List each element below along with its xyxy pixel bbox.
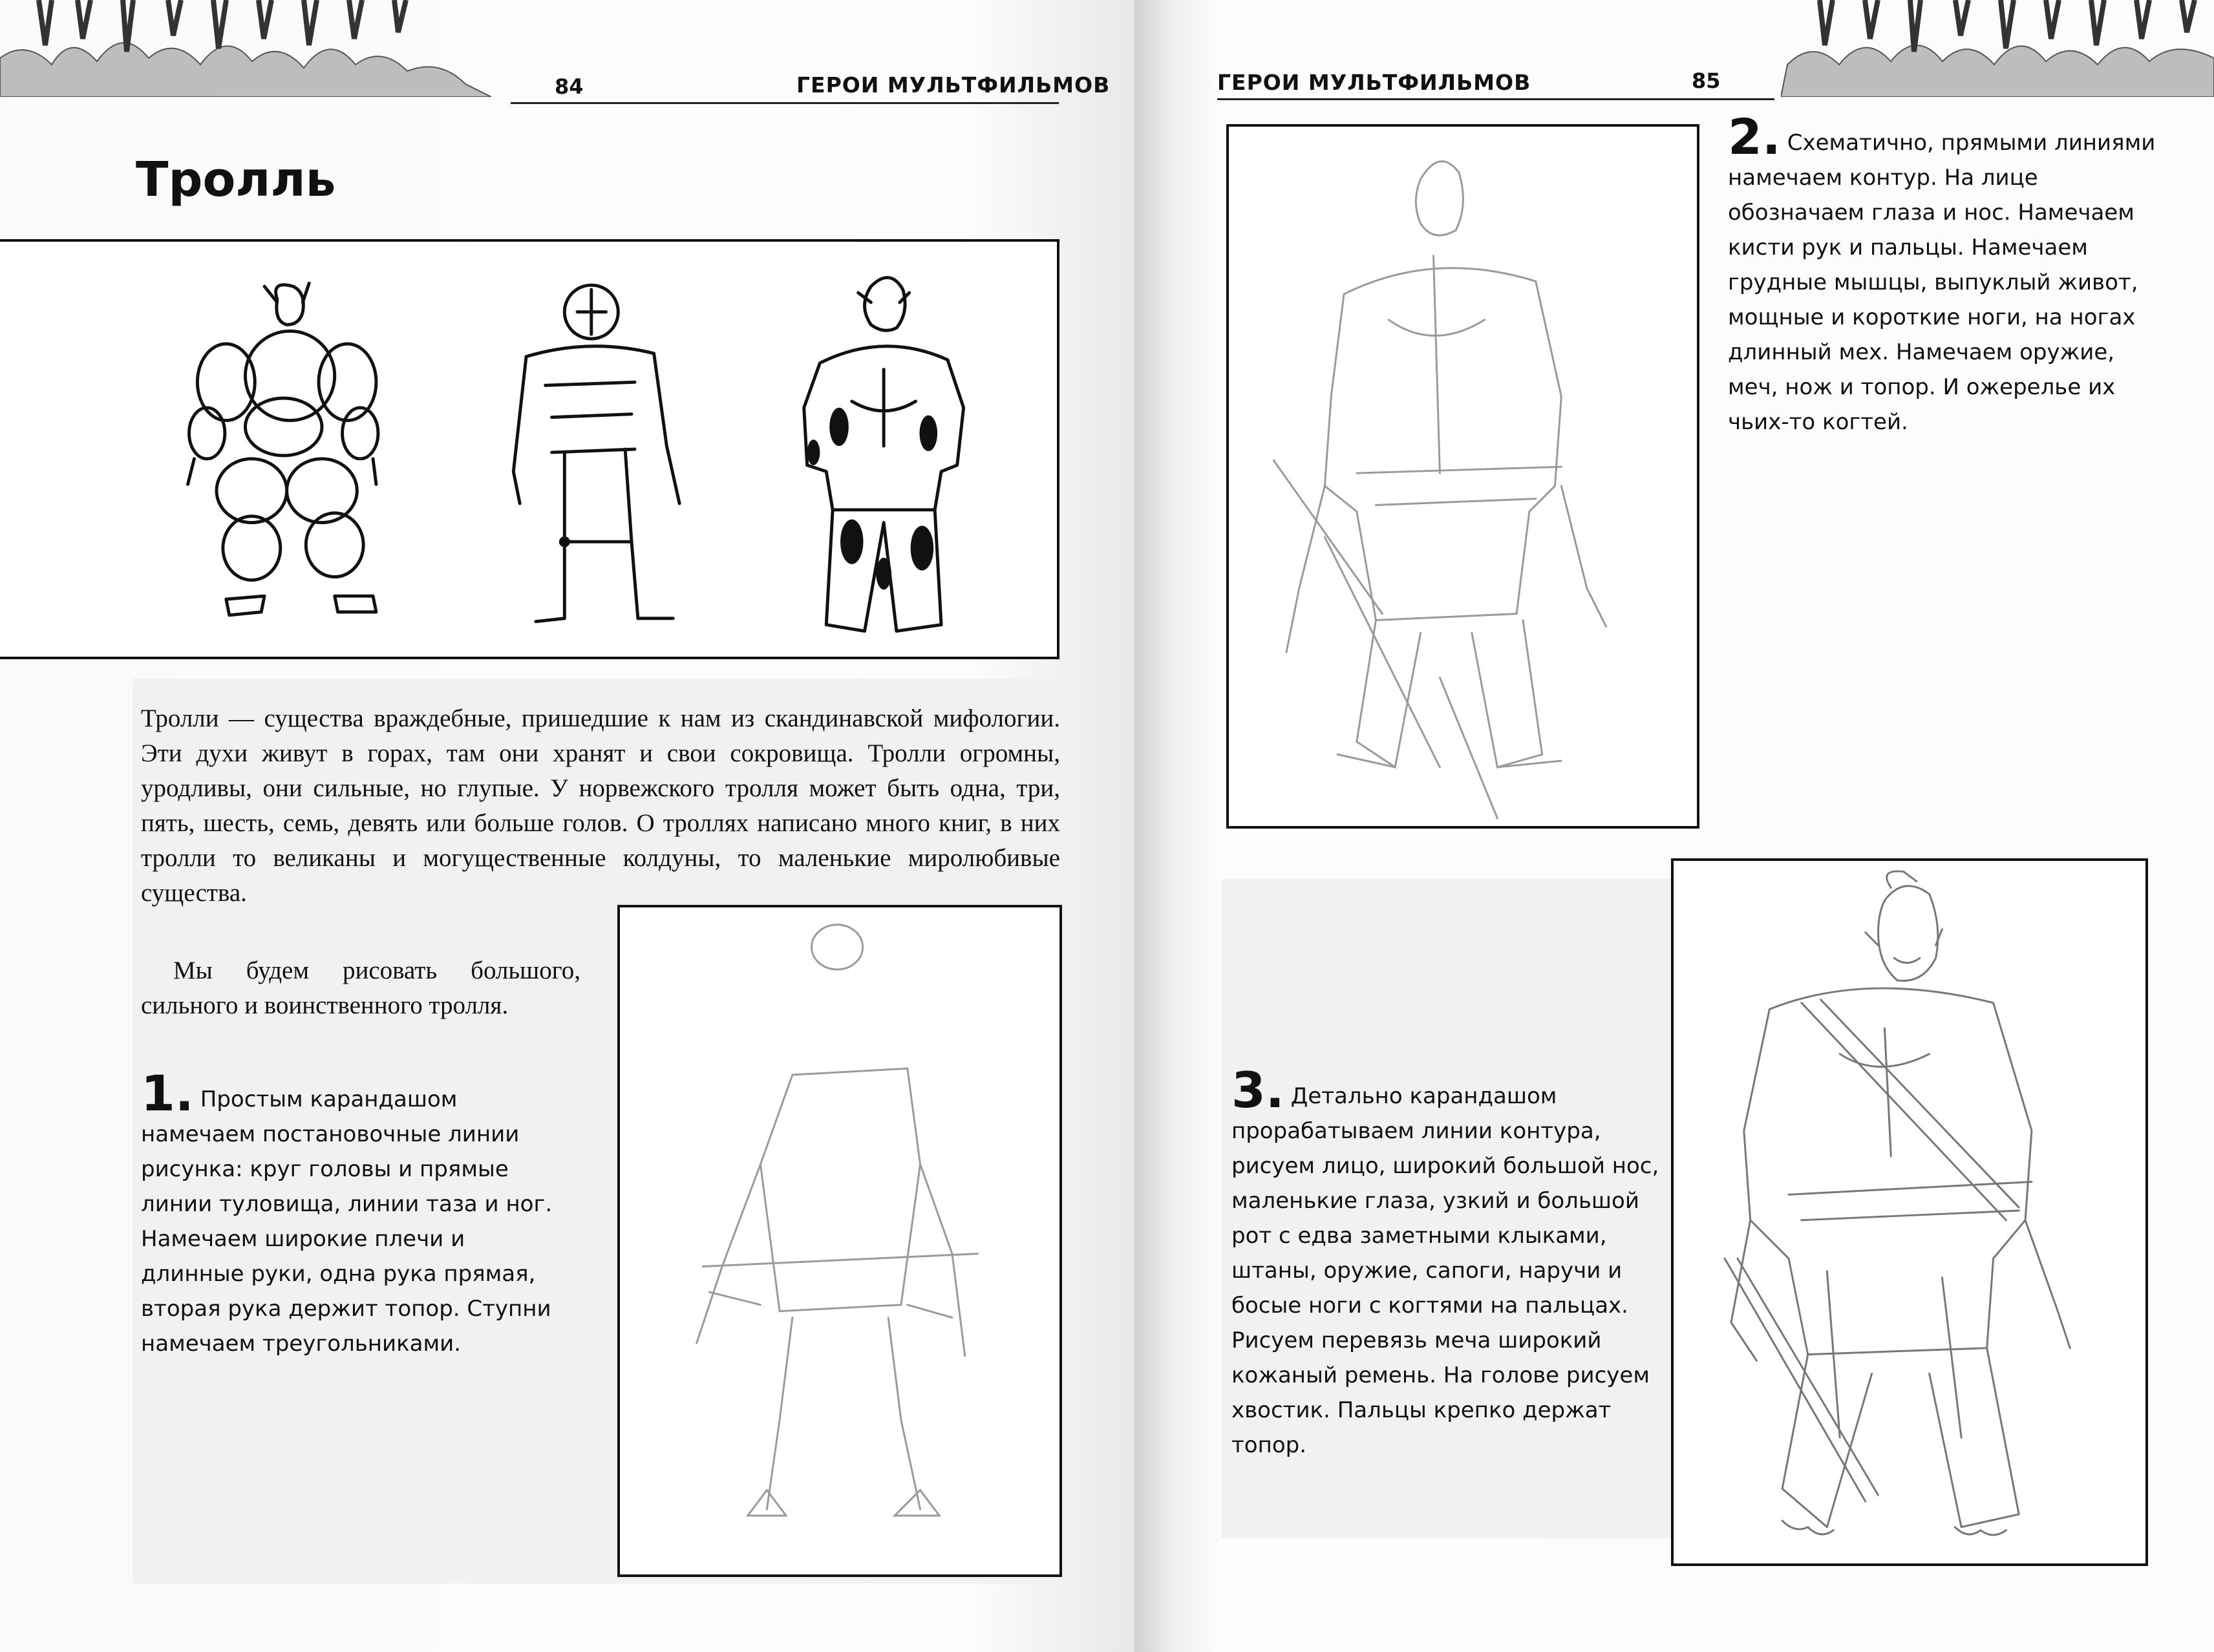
header-pencil-art — [1781, 0, 2214, 97]
step-1-text: 1. Простым карандашом намечаем постановочные линии рисунка: круг головы и прямые линии туловища, линии таза и ног. Намечаем широкие плечи и длинные руки, одна рука прямая, вторая рука держит топор. Ступни намечаем треугольниками. — [141, 1064, 553, 1357]
page-title: Тролль — [136, 152, 336, 207]
header-rule — [511, 102, 1059, 104]
step-3-number: 3. — [1231, 1061, 1284, 1119]
running-head: ГЕРОИ МУЛЬТФИЛЬМОВ — [1217, 70, 1531, 95]
step-3-text: 3. Детально карандашом прорабатываем линии контура, рисуем лицо, широкий большой нос, маленькие глаза, узкий и большой рот с едва заметными клыками, штаны, оружие, сапоги, наручи и босые ноги с когтями на пальцах. Рисуем перевязь меча широкий кожаный ремень. На голове рисуем хвостик. Пальцы крепко держат топор. — [1231, 1061, 1659, 1458]
step-1-number: 1. — [141, 1064, 194, 1122]
page-number: 85 — [1692, 69, 1721, 93]
step-2-number: 2. — [1728, 108, 1781, 165]
step-2-text: 2. Схематично, прямыми линиями намечаем контур. На лице обозначаем глаза и нос. Намечаем кисти рук и пальцы. Намечаем грудные мышцы, выпуклый живот, мощные и короткие ноги, на ногах длинный мех. Намечаем оружие, меч, нож и топор. И ожерелье их чьих-то когтей. — [1728, 108, 2156, 435]
troll-inked-drawing — [804, 277, 964, 631]
step-3-sketch-figure — [1671, 858, 2148, 1566]
right-page — [1134, 0, 2214, 1652]
troll-shapes-drawing — [188, 283, 378, 615]
troll-stages-figure — [0, 239, 1059, 659]
header-rule — [1217, 98, 1774, 100]
step-1-sketch-figure — [617, 905, 1062, 1577]
intro-paragraph-2: Мы будем рисовать большого, сильного и воинственного тролля. — [141, 957, 580, 1019]
header-pencil-art — [0, 0, 491, 97]
page-number: 84 — [555, 74, 584, 99]
step-2-sketch-figure — [1226, 124, 1699, 829]
running-head: ГЕРОИ МУЛЬТФИЛЬМОВ — [796, 72, 1111, 98]
troll-stick-drawing — [513, 285, 679, 622]
intro-paragraph: Тролли — существа враждебные, пришедшие к нам из скандинавской мифологии. Эти духи живут в горах, там они хранят и свои сокровища. Тролли огромны, уродливы, они сильные, но глупые. У норвежского тролля может быть одна, три, пять, шесть, семь, девять или больше голов. О троллях написано много книг, в них тролли то великаны и могущественные колдуны, то маленькие миролюбивые существа. — [141, 704, 1060, 907]
